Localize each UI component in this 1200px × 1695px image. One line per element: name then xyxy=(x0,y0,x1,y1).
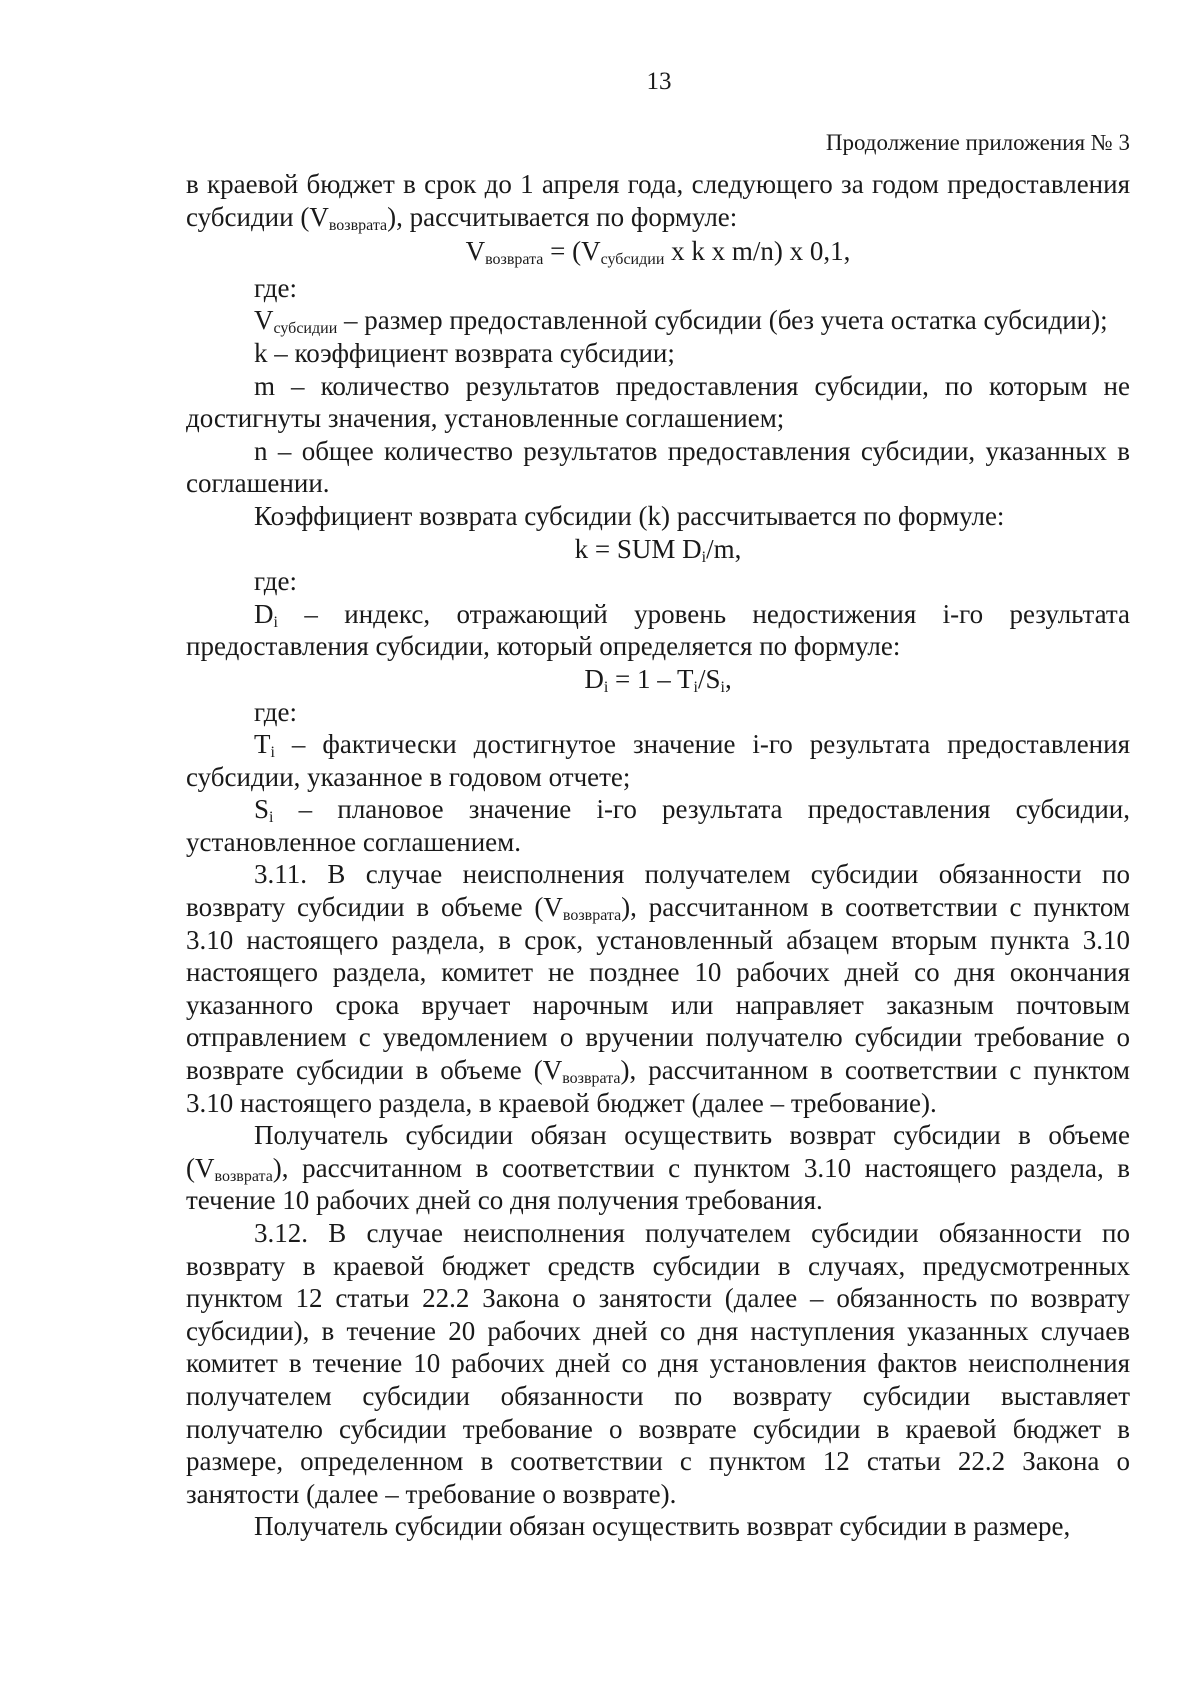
formula-index: $D_i = 1 - T_i/S_i$, xyxy=(584,663,732,696)
definition-v: $V_{субсидии}$ – размер предоставленной субсидии (без учета остатка субсидии); xyxy=(254,305,1108,338)
definition-si: $S_i$ – плановое значение i-го результата предоставления субсидии, установленное соглашением. xyxy=(186,794,1130,857)
definition-ti: $T_i$ – фактически достигнутое значение i-го результата предоставления субсидии, указанное в годовом отчете; xyxy=(186,729,1130,792)
paragraph-intro: в краевой бюджет в срок до 1 апреля года, следующего за годом предоставления субсидии $(V_{возврата})$, рассчитывается по формуле: xyxy=(186,169,1130,234)
where-label: где: xyxy=(254,272,297,303)
paragraph-last: Получатель субсидии обязан осуществить возврат субсидии в размере, xyxy=(254,1511,1071,1542)
definition-di: $D_i$ – индекс, отражающий уровень недостижения i-го результата предоставления субсидии, который определяется по формуле: xyxy=(186,598,1130,662)
definition-n: n – общее количество результатов предоставления субсидии, указанных в соглашении. xyxy=(186,435,1130,499)
where-label: где: xyxy=(254,566,297,597)
paragraph-3-11: 3.11. В случае неисполнения получателем субсидии обязанности по возврату субсидии в объеме $(V_{возврата})$, рассчитанном в соответствии с пунктом 3.10 настоящего раздела, в срок, установленный абзацем вторым пункта 3.10 настоящего раздела, комитет не позднее 10 рабочих дней со дня окончания указанного срока вручает нарочным или направляет заказным почтовым отправлением с уведомлением о вручении получателю субсидии требование о возврате субсидии в объеме $(V_{возврата})$, рассчитанном в соответствии с пунктом 3.10 настоящего раздела, в краевой бюджет (далее – требование). xyxy=(186,859,1130,1118)
paragraph-recipient-obligation: Получатель субсидии обязан осуществить возврат субсидии в объеме $(V_{возврата})$, рассчитанном в соответствии с пунктом 3.10 настоящего раздела, в течение 10 рабочих дней со дня получения требования. xyxy=(186,1120,1130,1216)
formula-coefficient: k = SUM $D_i/m$, xyxy=(574,533,742,566)
formula-return-volume: $V_{возврата} = (V_{субсидии}$ x k x m/n) x 0,1, xyxy=(465,236,851,269)
page-number: 13 xyxy=(646,68,672,95)
where-label: где: xyxy=(254,696,297,727)
definition-m: m – количество результатов предоставления субсидии, по которым не достигнуты значения, установленные соглашением; xyxy=(186,370,1130,434)
appendix-header: Продолжение приложения № 3 xyxy=(825,130,1130,155)
document-body xyxy=(186,168,1130,1543)
paragraph-3-12: 3.12. В случае неисполнения получателем субсидии обязанности по возврату в краевой бюджет средств субсидии в случаях, предусмотренных пунктом 12 статьи 22.2 Закона о занятости (далее – обязанность по возврату субсидии), в течение 20 рабочих дней со дня наступления указанных случаев комитет в течение 10 рабочих дней со дня установления фактов неисполнения получателем субсидии обязанности по возврату субсидии выставляет получателю субсидии требование о возврате субсидии в краевой бюджет в размере, определенном в соответствии с пунктом 12 статьи 22.2 Закона о занятости (далее – требование о возврате). xyxy=(186,1218,1130,1509)
definition-k: k – коэффициент возврата субсидии; xyxy=(254,337,675,368)
coefficient-intro: Коэффициент возврата субсидии (k) рассчитывается по формуле: xyxy=(254,500,1005,531)
